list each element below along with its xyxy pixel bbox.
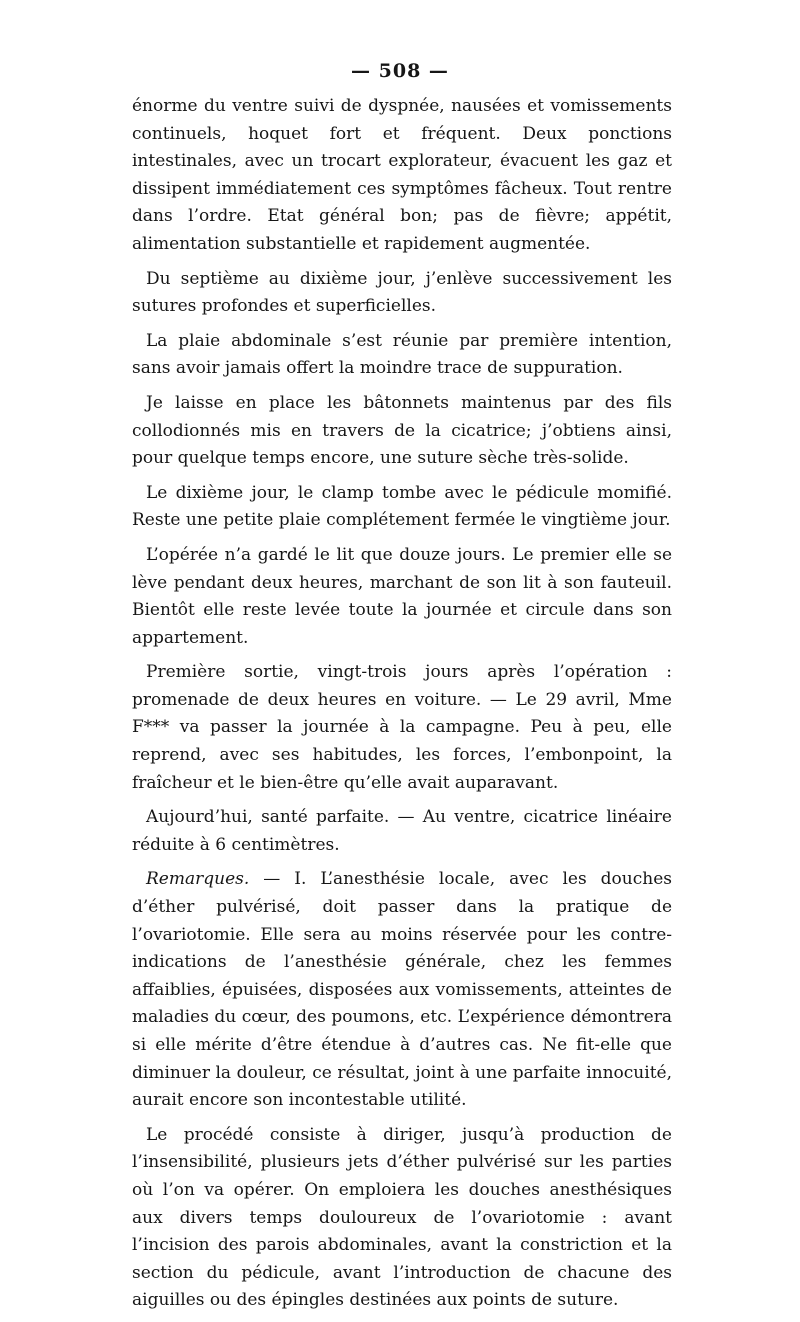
remarks-paragraph bbox=[132, 866, 672, 1114]
paragraph: Je laisse en place les bâtonnets maintenus par des fils collodionnés mis en travers de la cicatrice; j’obtiens ainsi, pour quelque temps encore, une suture sèche très-solide. bbox=[132, 392, 672, 469]
paragraph: Première sortie, vingt-trois jours après l’opération : promenade de deux heures en voiture. — Le 29 avril, Mme F*** va passer la journée à la campagne. Peu à peu, elle reprend, avec ses habitudes, les forces, l’embonpoint, la fraîcheur et le bien-être qu’elle avait auparavant. bbox=[132, 662, 672, 793]
paragraph: Le dixième jour, le clamp tombe avec le pédicule momifié. Reste une petite plaie complétement fermée le vingtième jour. bbox=[132, 482, 672, 531]
remarks-heading: Remarques. bbox=[146, 869, 250, 890]
paragraph: L’opérée n’a gardé le lit que douze jours. Le premier elle se lève pendant deux heures, marchant de son lit à son fauteuil. Bientôt elle reste levée toute la journée et circule dans son appartement. bbox=[132, 544, 672, 648]
paragraph: énorme du ventre suivi de dyspnée, nausées et vomissements continuels, hoquet fort et fréquent. Deux ponctions intestinales, avec un trocart explorateur, évacuent les gaz et dissipent immédiatement ces symptômes fâcheux. Tout rentre dans l’ordre. Etat général bon; pas de fièvre; appétit, alimentation substantielle et rapidement augmentée. bbox=[132, 96, 672, 254]
paragraph: Du septième au dixième jour, j’enlève successivement les sutures profondes et superficielles. bbox=[132, 268, 672, 317]
paragraph: Le procédé consiste à diriger, jusqu’à production de l’insensibilité, plusieurs jets d’éther pulvérisé sur les parties où l’on va opérer. On emploiera les douches anesthésiques aux divers temps douloureux de l’ovariotomie : avant l’incision des parois abdominales, avant la constriction et la section du pédicule, avant l’introduction de chacune des aiguilles ou des épingles destinées aux points de suture. bbox=[132, 1124, 672, 1311]
remarks-text: — I. L’anesthésie locale, avec les douches d’éther pulvérisé, doit passer dans la pratique de l’ovariotomie. Elle sera au moins réservée pour les contre-indications de l’anesthésie générale, chez les femmes affaiblies, épuisées, disposées aux vomissements, atteintes de maladies du cœur, des poumons, etc. L’expérience démontrera si elle mérite d’être étendue à d’autres cas. Ne fit-elle que diminuer la douleur, ce résultat, joint à une parfaite innocuité, aurait encore son incontestable utilité. bbox=[132, 869, 672, 1111]
paragraph: La plaie abdominale s’est réunie par première intention, sans avoir jamais offert la moindre trace de suppuration. bbox=[132, 330, 672, 379]
body-text bbox=[132, 93, 672, 1322]
page-number: — 508 — bbox=[351, 60, 449, 82]
paragraph: Aujourd’hui, santé parfaite. — Au ventre, cicatrice linéaire réduite à 6 centimètres. bbox=[132, 807, 672, 855]
